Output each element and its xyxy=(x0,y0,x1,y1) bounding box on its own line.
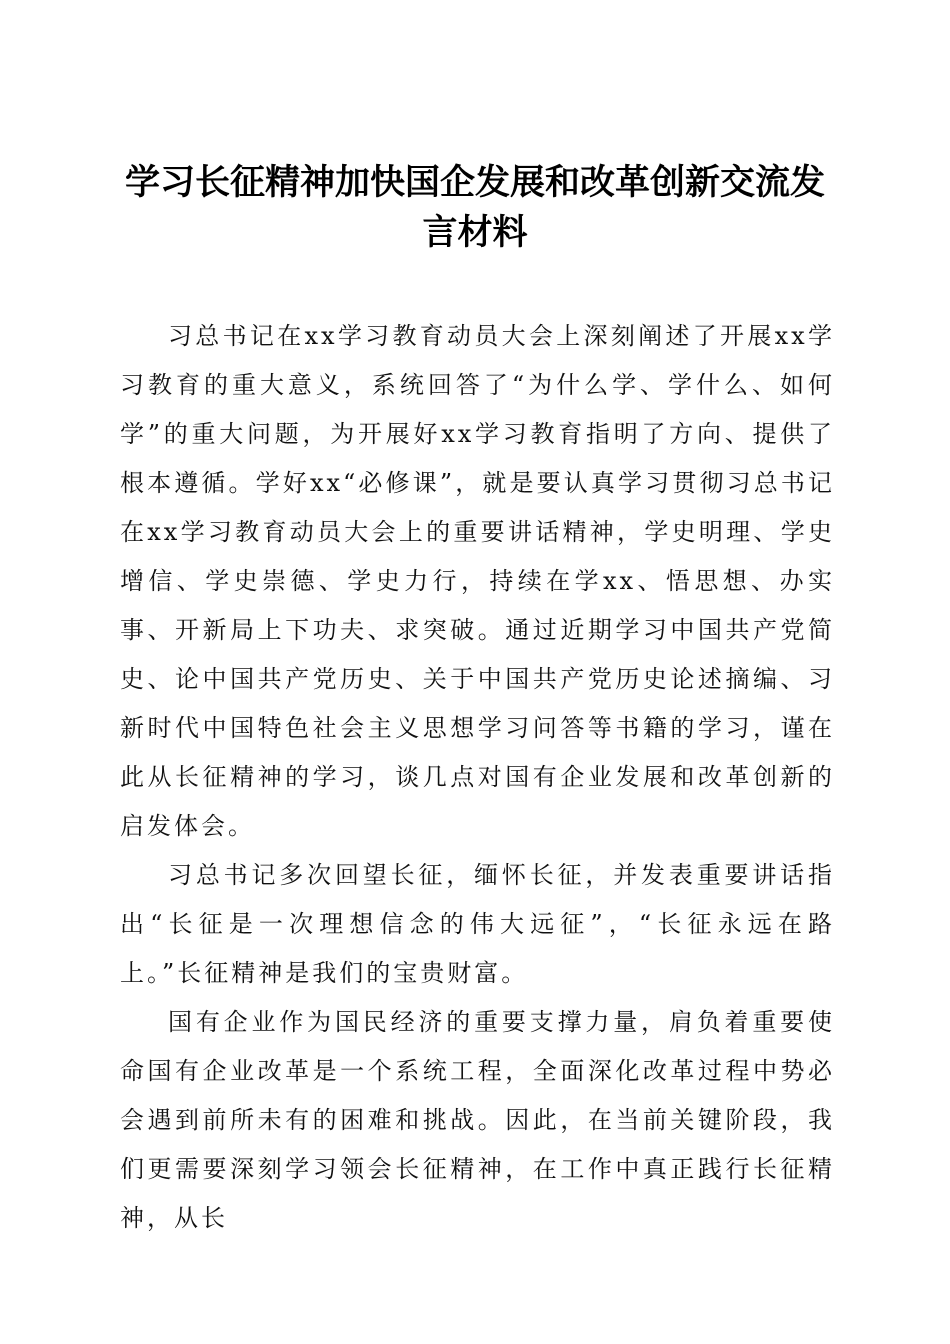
document-title-line-2: 言材料 xyxy=(422,212,528,253)
paragraph-1: 习总书记在xx学习教育动员大会上深刻阐述了开展xx学习教育的重大意义，系统回答了“为什么学、学什么、如何学”的重大问题，为开展好xx学习教育指明了方向、提供了根本遵循。学好xx“必修课”，就是要认真学习贯彻习总书记在xx学习教育动员大会上的重要讲话精神，学史明理、学史增信、学史崇德、学史力行，持续在学xx、悟思想、办实事、开新局上下功夫、求突破。通过近期学习中国共产党简史、论中国共产党历史、关于中国共产党历史论述摘编、习新时代中国特色社会主义思想学习问答等书籍的学习，谨在此从长征精神的学习，谈几点对国有企业发展和改革创新的启发体会。 xyxy=(120,322,835,840)
paragraph-3: 国有企业作为国民经济的重要支撑力量，肩负着重要使命国有企业改革是一个系统工程，全面深化改革过程中势必会遇到前所未有的困难和挑战。因此，在当前关键阶段，我们更需要深刻学习领会长征精神，在工作中真正践行长征精神，从长 xyxy=(120,1008,835,1232)
document-title xyxy=(100,158,850,258)
document-title-line-1: 学习长征精神加快国企发展和改革创新交流发 xyxy=(124,162,825,203)
paragraph-2: 习总书记多次回望长征，缅怀长征，并发表重要讲话指出“长征是一次理想信念的伟大远征”，“长征永远在路上。”长征精神是我们的宝贵财富。 xyxy=(120,861,835,987)
document-body xyxy=(120,312,835,1243)
